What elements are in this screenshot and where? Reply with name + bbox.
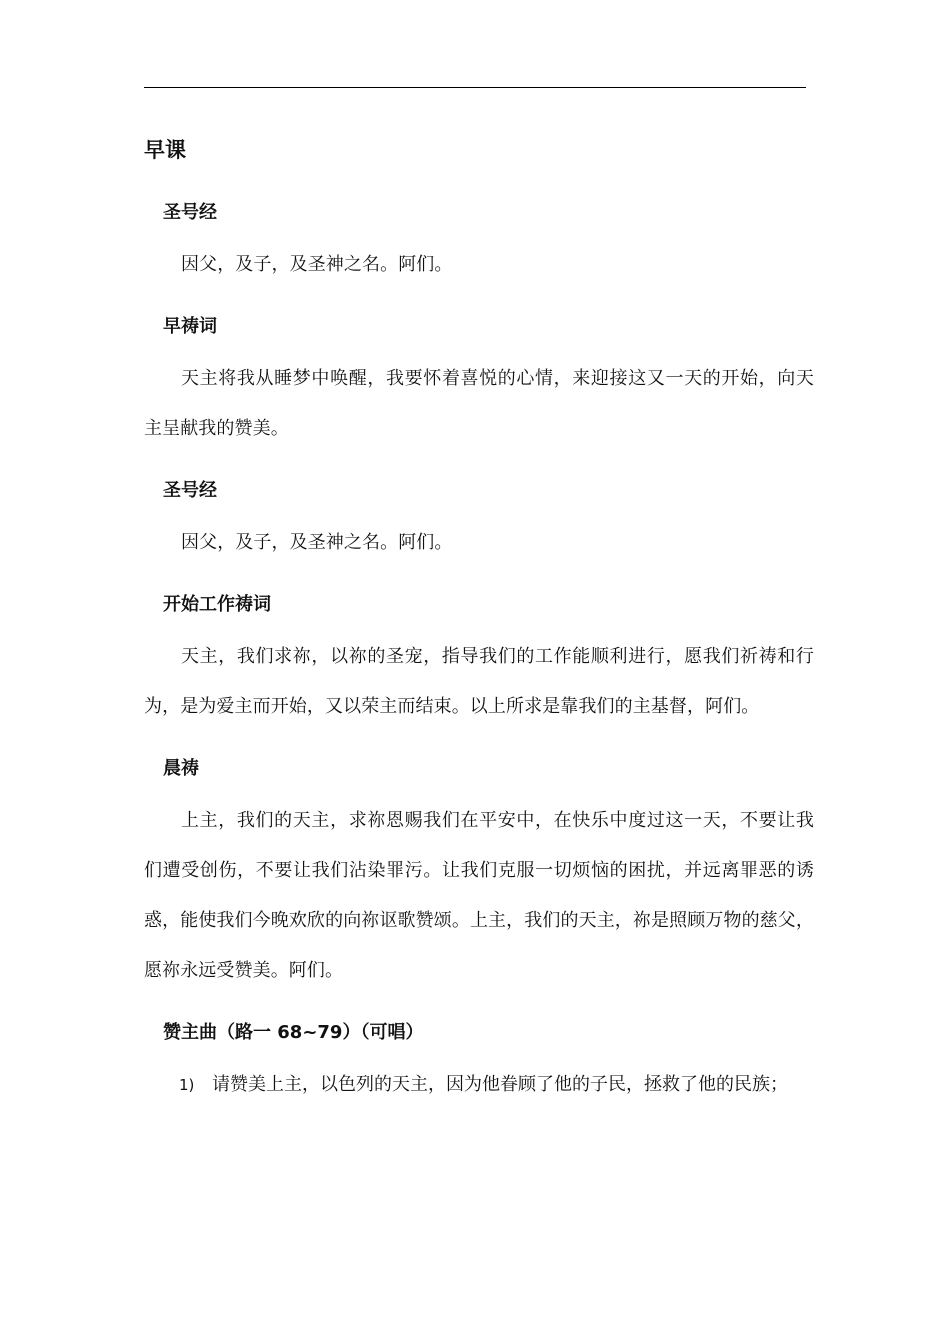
page-title: 早课: [144, 138, 186, 162]
section-paragraph: 因父，及子，及圣神之名。阿们。: [181, 532, 453, 553]
section-heading: 晨祷: [163, 758, 199, 779]
section-heading: 赞主曲（路一 68~79）（可唱）: [163, 1022, 424, 1043]
section-sign-of-cross-1: [144, 198, 814, 290]
section-paragraph: 因父，及子，及圣神之名。阿们。: [181, 254, 453, 275]
section-paragraph: 天主将我从睡梦中唤醒，我要怀着喜悦的心情，来迎接这又一天的开始，向天主呈献我的赞美。: [144, 368, 814, 439]
list-item-text: 请赞美上主，以色列的天主，因为他眷顾了他的子民，拯救了他的民族；: [212, 1074, 788, 1095]
section-heading: 圣号经: [163, 202, 217, 223]
section-sign-of-cross-2: [144, 476, 814, 568]
list-item-number: 1): [179, 1076, 195, 1094]
section-heading: 开始工作祷词: [163, 594, 271, 615]
section-work-prayer: [144, 590, 814, 732]
header-rule: [144, 87, 806, 88]
section-morning-prayer-words: [144, 312, 814, 454]
section-benedictus: [144, 1018, 814, 1110]
section-paragraph: 天主，我们求祢，以祢的圣宠，指导我们的工作能顺利进行，愿我们祈祷和行为，是为爱主而开始，又以荣主而结束。以上所求是靠我们的主基督，阿们。: [144, 646, 814, 717]
section-heading: 圣号经: [163, 480, 217, 501]
section-morning-prayer: [144, 754, 814, 996]
list-item: [144, 1060, 814, 1110]
section-paragraph: 上主，我们的天主，求祢恩赐我们在平安中，在快乐中度过这一天，不要让我们遭受创伤，不要让我们沾染罪污。让我们克服一切烦恼的困扰，并远离罪恶的诱惑，能使我们今晚欢欣的向祢讴歌赞颂。上主，我们的天主，祢是照顾万物的慈父，愿祢永远受赞美。阿们。: [144, 810, 814, 981]
verse-list: [144, 1060, 814, 1110]
section-heading: 早祷词: [163, 316, 217, 337]
document-body: [144, 130, 814, 1132]
